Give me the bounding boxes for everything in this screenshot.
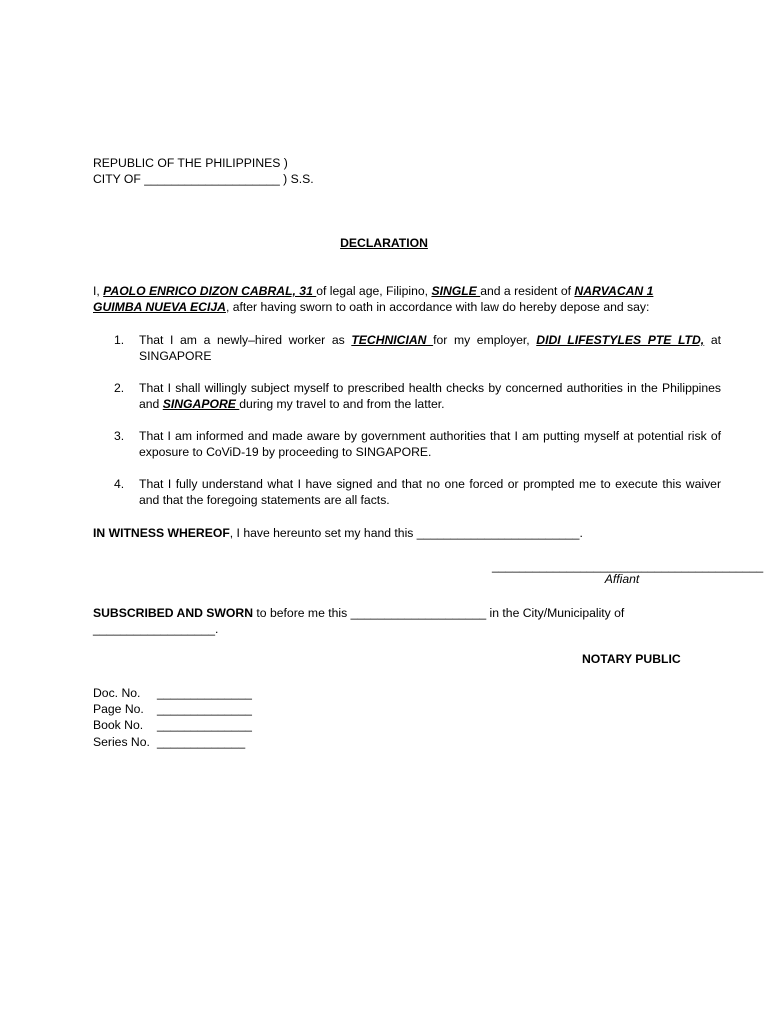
list-number: 2. bbox=[114, 381, 125, 395]
affiant-label: Affiant bbox=[604, 572, 640, 586]
sworn-municipality-blank: __________________. bbox=[93, 622, 219, 636]
registry-label: Series No. bbox=[93, 735, 150, 749]
item-text: That I am a newly–hired worker as bbox=[139, 333, 352, 347]
list-number: 1. bbox=[114, 333, 125, 347]
registry-row bbox=[93, 717, 252, 733]
item-text: at SINGAPORE bbox=[139, 333, 721, 363]
intro-text: , after having sworn to oath in accordance with law do hereby depose and say: bbox=[225, 300, 650, 314]
affiant-name: PAOLO ENRICO DIZON CABRAL, 31 bbox=[103, 284, 317, 298]
list-number: 3. bbox=[114, 429, 125, 443]
document-title: DECLARATION bbox=[340, 236, 428, 250]
header-city: CITY OF ____________________ ) S.S. bbox=[93, 172, 314, 186]
item-text: during my travel to and from the latter. bbox=[239, 397, 445, 411]
witness-heading: IN WITNESS WHEREOF bbox=[93, 526, 230, 540]
sworn-heading: SUBSCRIBED AND SWORN bbox=[93, 606, 254, 620]
intro-line-1 bbox=[93, 283, 721, 299]
witness-text: , I have hereunto set my hand this ________________________. bbox=[229, 526, 583, 540]
registry-blank: ______________ bbox=[157, 702, 252, 716]
list-text: That I am informed and made aware by government authorities that I am putting myself at potential risk of exposure to CoViD-19 by proceeding to SINGAPORE. bbox=[139, 429, 721, 459]
list-number: 4. bbox=[114, 477, 125, 491]
position-title: TECHNICIAN bbox=[351, 333, 434, 347]
item-text: That I shall willingly subject myself to prescribed health checks by concerned authorities in the Philippines and bbox=[139, 381, 721, 411]
civil-status: SINGLE bbox=[431, 284, 481, 298]
registry-label: Page No. bbox=[93, 702, 144, 716]
registry-label: Book No. bbox=[93, 718, 144, 732]
registry-blank: _____________ bbox=[157, 735, 246, 749]
destination-country: SINGAPORE bbox=[162, 397, 240, 411]
list-text: That I fully understand what I have signed and that no one forced or prompted me to execute this waiver and that the foregoing statements are all facts. bbox=[139, 477, 721, 507]
employer-name: DIDI LIFESTYLES PTE LTD, bbox=[536, 333, 705, 347]
registry-blank: ______________ bbox=[157, 718, 252, 732]
address-line-2: GUIMBA NUEVA ECIJA bbox=[93, 300, 226, 314]
intro-line-2 bbox=[93, 299, 649, 315]
registry-label: Doc. No. bbox=[93, 686, 141, 700]
intro-text: I, bbox=[93, 284, 104, 298]
sworn-clause bbox=[93, 605, 721, 621]
registry-row bbox=[93, 685, 252, 701]
witness-clause bbox=[93, 525, 583, 541]
registry-row bbox=[93, 701, 252, 717]
intro-text: and a resident of bbox=[480, 284, 575, 298]
item-text: for my employer, bbox=[433, 333, 537, 347]
registry-blank: ______________ bbox=[157, 686, 252, 700]
list-text bbox=[139, 380, 721, 412]
registry-row bbox=[93, 734, 245, 750]
list-text bbox=[139, 332, 721, 364]
notary-public-label: NOTARY PUBLIC bbox=[582, 652, 681, 666]
header-republic: REPUBLIC OF THE PHILIPPINES ) bbox=[93, 156, 288, 170]
sworn-text: to before me this ____________________ in the City/Municipality of bbox=[253, 606, 625, 620]
address-line-1: NARVACAN 1 bbox=[574, 284, 654, 298]
signature-line: ________________________________________ bbox=[492, 559, 764, 573]
intro-text: of legal age, Filipino, bbox=[316, 284, 432, 298]
